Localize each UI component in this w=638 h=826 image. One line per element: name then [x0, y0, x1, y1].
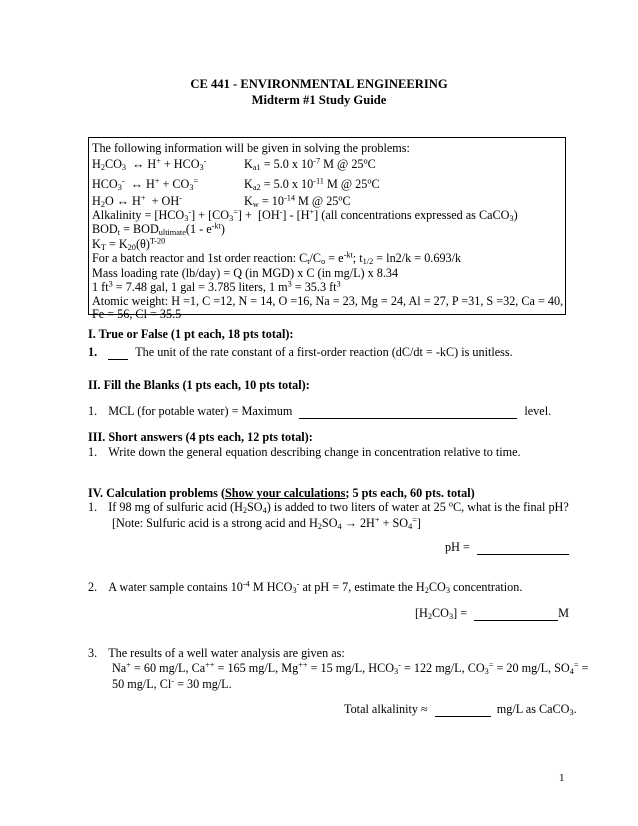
section-2-heading: II. Fill the Blanks (1 pts each, 10 pts total): — [88, 378, 310, 392]
equation-batch-reactor: For a batch reactor and 1st order reaction: $C_t/C_o = e^{-kt}$; $t_{1/2} = \ln 2/k = 0.693/k$ — [92, 250, 462, 267]
equation-water: $H_2O$ ↔ H+ + OH- — [92, 193, 182, 210]
heading-emphasis: Show your calculations — [225, 486, 346, 500]
question-number: 1. — [88, 345, 98, 359]
atomic-weights-line-1: Atomic weight: H =1, C =12, N = 14, O =16, Na = 23, Mg = 24, Al = 27, P =31, S =32, Ca = 40, — [92, 294, 564, 308]
question-text: The results of a well water analysis are given as: — [108, 646, 345, 660]
question-text: If 98 mg of sulfuric acid $(H_2SO_4)$ is added to two liters of water at 25 $^o$C, what is the final pH? — [108, 499, 569, 516]
equation-ka2: $K_{a2} = 5.0$ x $10^{-11}$ M @ 25$^o$C — [244, 176, 380, 193]
answer-unit: mg/L as CaCO$_3$. — [496, 702, 577, 718]
unit-conversions: 1 $ft^3 = 7.48$ gal, 1 gal = 3.785 liters, 1 $m^3 = 35.3$ $ft^3$ — [92, 279, 341, 294]
alkalinity-answer-blank[interactable] — [435, 704, 491, 717]
answer-label: Total alkalinity ≈ — [344, 702, 428, 716]
equation-ka1: $K_{a1} = 5.0$ x $10^{-7}$ M @ 25$^o$C — [244, 156, 376, 173]
atomic-weights-line-2: Fe = 56, Cl = 35.5 — [92, 307, 182, 321]
water-analysis-values-line-2: 50 mg/L, Cl- = 30 mg/L. — [112, 676, 232, 691]
section-4-question-3 — [88, 646, 345, 661]
ph-answer-blank[interactable] — [477, 542, 569, 555]
fill-in-blank[interactable] — [299, 406, 517, 419]
info-intro: The following information will be given in solving the problems: — [92, 141, 410, 155]
question-number: 2. — [88, 580, 98, 594]
section-3-heading: III. Short answers (4 pts each, 12 pts total): — [88, 430, 313, 444]
h2co3-answer-blank[interactable] — [474, 608, 558, 621]
section-3-question-1 — [88, 445, 521, 460]
question-text: MCL (for potable water) = Maximum — [108, 404, 293, 418]
section-1-heading: I. True or False (1 pt each, 18 pts total): — [88, 327, 294, 341]
answer-unit: M — [558, 606, 569, 620]
question-text: Write down the general equation describing change in concentration relative to time. — [108, 445, 521, 459]
section-4-question-2 — [88, 580, 522, 595]
equation-bod: $BOD_t = BOD_{ultimate}(1 - e^{-kt})$ — [92, 221, 225, 238]
true-false-answer-blank[interactable] — [108, 347, 128, 360]
course-title: CE 441 - ENVIRONMENTAL ENGINEERING — [190, 77, 448, 91]
question-number: 3. — [88, 646, 98, 660]
answer-label: pH = — [445, 540, 470, 554]
water-analysis-values-line-1: Na+ = 60 mg/L, Ca++ = 165 mg/L, Mg++ = 15 mg/L, $HCO_3^- = 122$ mg/L, $CO_3^= = 20$ mg/L, $SO_4^=$ = — [112, 660, 589, 677]
heading-part: ; 5 pts each, 60 pts. total) — [345, 486, 475, 500]
heading-part: IV. Calculation problems ( — [88, 486, 226, 500]
equation-bicarbonate: $HCO_3^-$ ↔ $H^+ + CO_3^=$ — [92, 176, 199, 193]
question-number: 1. — [88, 445, 98, 459]
ph-answer — [445, 540, 569, 555]
alkalinity-answer — [344, 702, 577, 717]
section-4-question-1-note: [Note: Sulfuric acid is a strong acid and $H_2SO_4 \to 2H^+ + SO_4^=$] — [112, 515, 421, 532]
equation-mass-loading: Mass loading rate (lb/day) = Q (in MGD) x C (in mg/L) x 8.34 — [92, 266, 399, 280]
equation-alkalinity: Alkalinity = $[HCO_3^-] + [CO_3^=] + [OH^-] - [H^+]$ (all concentrations expressed as CaCO$_3$) — [92, 207, 518, 224]
equation-kw: $K_w = 10^{-14}$ M @ 25$^o$C — [244, 193, 351, 210]
section-4-heading — [88, 486, 475, 501]
section-1-question-1 — [88, 345, 513, 360]
question-text: A water sample contains $10^{-4}$ M $HCO_3^-$ at pH = 7, estimate the $H_2CO_3$ concentration. — [108, 579, 523, 596]
equation-carbonic-acid — [92, 157, 206, 171]
answer-label: $[H_2CO_3]$ = — [415, 606, 468, 622]
question-number: 1. — [88, 404, 98, 418]
section-2-question-1 — [88, 404, 551, 419]
page-subtitle: Midterm #1 Study Guide — [251, 93, 387, 107]
section-4-question-1 — [88, 500, 569, 515]
equation-temperature-correction: $K_T = K_{20}(\theta)^{T-20}$ — [92, 236, 166, 253]
question-text: The unit of the rate constant of a first-order reaction (dC/dt = -kC) is unitless. — [135, 345, 513, 359]
page-number: 1 — [559, 772, 565, 784]
h2co3-answer — [415, 606, 569, 621]
equation-left: $H_2CO_3$ ↔ $H^+ + HCO_3^-$ — [92, 156, 207, 173]
question-number: 1. — [88, 500, 98, 514]
question-text-end: level. — [524, 404, 552, 418]
